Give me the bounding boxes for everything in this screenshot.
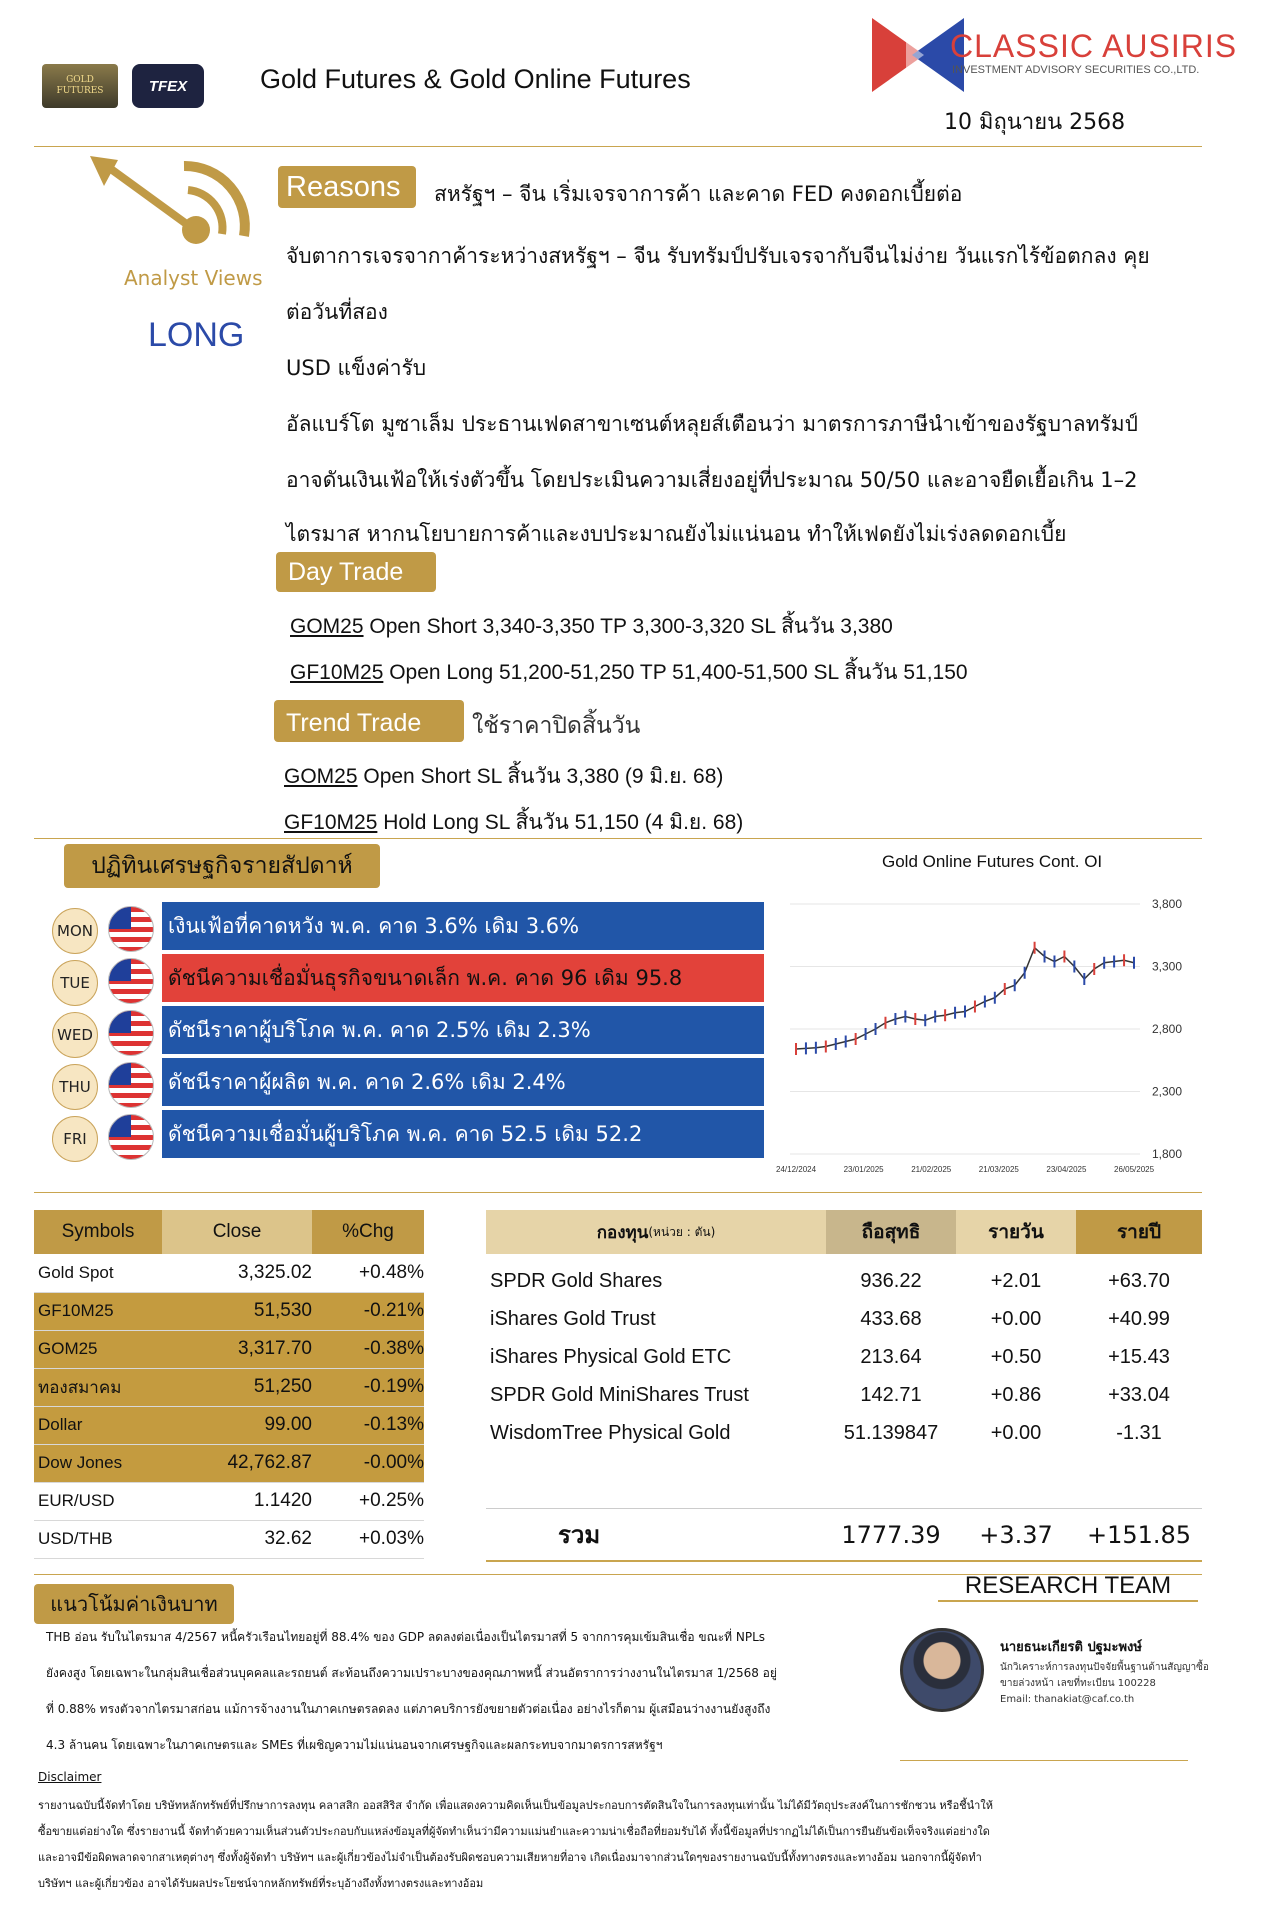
table-row: iShares Gold Trust 433.68 +0.00 +40.99 [490, 1307, 1170, 1330]
day-badge: FRI [52, 1116, 98, 1162]
col-fund: กองทุน [596, 1222, 649, 1243]
day-badge: THU [52, 1064, 98, 1110]
us-flag-icon [108, 1114, 154, 1160]
calendar-row-mon [52, 902, 764, 952]
table-row: SPDR Gold MiniShares Trust 142.71 +0.86 +33.04 [490, 1383, 1170, 1406]
table-row: GF10M25 51,530 -0.21% [34, 1292, 424, 1330]
y-tick-label: 2,800 [1152, 1022, 1183, 1036]
calendar-row-fri [52, 1110, 764, 1160]
baht-line-2: ยังคงสูง โดยเฉพาะในกลุ่มสินเชื่อส่วนบุคคลและรถยนต์ สะท้อนถึงความเปราะบางของคุณภาพหนี้ ส่วนอัตราการว่างงานในไตรมาส 1/2568 อยู่ [46, 1666, 777, 1680]
x-tick-label: 23/01/2025 [843, 1165, 884, 1174]
research-divider [900, 1760, 1188, 1761]
col-daily: รายวัน [956, 1210, 1076, 1254]
x-tick-label: 26/05/2025 [1114, 1165, 1155, 1174]
etf-total-row [486, 1508, 1202, 1562]
header-divider [34, 146, 1202, 147]
y-tick-label: 3,300 [1152, 959, 1183, 974]
reasons-line-6: ไตรมาส หากนโยบายการค้าและงบประมาณยังไม่แน่นอน ทำให้เฟดยังไม่เร่งลดดอกเบี้ย [286, 522, 1067, 546]
total-holding: 1777.39 [841, 1520, 941, 1549]
trend-trade-note: ใช้ราคาปิดสิ้นวัน [472, 713, 641, 739]
chart-title: Gold Online Futures Cont. OI [882, 852, 1103, 871]
trend-trade-item: GOM25 Open Short SL สิ้นวัน 3,380 (9 มิ.ย. 68) [284, 765, 724, 788]
x-tick-label: 21/03/2025 [978, 1165, 1019, 1174]
analyst-views-label: Analyst Views [124, 266, 263, 290]
brand-subtitle: INVESTMENT ADVISORY SECURITIES CO.,LTD. [952, 64, 1200, 76]
day-badge: MON [52, 908, 98, 954]
calendar-row-wed [52, 1006, 764, 1056]
baht-line-4: 4.3 ล้านคน โดยเฉพาะในภาคเกษตรและ SMEs ที่เผชิญความไม่แน่นอนจากเศรษฐกิจและผลกระทบจากมาตรการสหรัฐฯ [46, 1738, 663, 1752]
table-row: ทองสมาคม 51,250 -0.19% [34, 1368, 424, 1406]
x-tick-label: 23/04/2025 [1046, 1165, 1087, 1174]
col-symbols: Symbols [61, 1221, 135, 1242]
day-badge: WED [52, 1012, 98, 1058]
us-flag-icon [108, 1010, 154, 1056]
etf-header [486, 1210, 1202, 1254]
analyst-role-2: ขายล่วงหน้า เลขที่ทะเบียน 100228 [1000, 1678, 1156, 1689]
gold-futures-logo: GOLD FUTURES [42, 64, 118, 108]
table-row: USD/THB 32.62 +0.03% [34, 1520, 424, 1558]
brand-name: CLASSIC AUSIRIS [950, 28, 1238, 64]
disclaimer-line-4: บริษัทฯ และผู้เกี่ยวข้อง อาจได้รับผลประโยชน์จากหลักทรัพย์ที่ระบุอ้างถึงทั้งทางตรงและทางอ้อม [38, 1877, 484, 1890]
calendar-event: เงินเฟ้อที่คาดหวัง พ.ค. คาด 3.6% เดิม 3.6% [162, 902, 764, 952]
us-flag-icon [108, 958, 154, 1004]
reasons-line-1: จับตาการเจรจากาค้าระหว่างสหรัฐฯ – จีน รับทรัมป์ปรับเจรจากับจีนไม่ง่าย วันแรกไร้ข้อตกลง คุย [286, 244, 1150, 268]
y-tick-label: 2,300 [1152, 1084, 1183, 1099]
calendar-title: ปฏิทินเศรษฐกิจรายสัปดาห์ [64, 844, 380, 888]
table-row: GOM25 3,317.70 -0.38% [34, 1330, 424, 1368]
trend-trade-item: GF10M25 Hold Long SL สิ้นวัน 51,150 (4 มิ.ย. 68) [284, 811, 744, 834]
day-trade-item: GF10M25 Open Long 51,200-51,250 TP 51,400-51,500 SL สิ้นวัน 51,150 [290, 661, 968, 684]
trend-trade-tag: Trend Trade [274, 700, 464, 742]
total-label: รวม [558, 1521, 601, 1549]
col-yearly: รายปี [1076, 1210, 1202, 1254]
table-row: iShares Physical Gold ETC 213.64 +0.50 +15.43 [490, 1345, 1170, 1368]
day-trade-tag: Day Trade [276, 552, 436, 592]
calendar-event: ดัชนีราคาผู้ผลิต พ.ค. คาด 2.6% เดิม 2.4% [162, 1058, 764, 1108]
reasons-line-3: USD แข็งค่ารับ [286, 356, 427, 380]
day-trade-symbol[interactable]: GOM25 [290, 615, 364, 638]
us-flag-icon [108, 906, 154, 952]
reasons-headline: สหรัฐฯ – จีน เริ่มเจรจาการค้า และคาด FED คงดอกเบี้ยต่อ [434, 182, 963, 206]
target-arrow-icon [84, 156, 266, 276]
col-chg: %Chg [342, 1221, 394, 1242]
day-trade-item: GOM25 Open Short 3,340-3,350 TP 3,300-3,320 SL สิ้นวัน 3,380 [290, 615, 893, 638]
x-tick-label: 24/12/2024 [776, 1165, 817, 1174]
page-title: Gold Futures & Gold Online Futures [260, 64, 691, 94]
y-tick-label: 1,800 [1152, 1147, 1183, 1161]
calendar-event: ดัชนีความเชื่อมั่นผู้บริโภค พ.ค. คาด 52.5 เดิม 52.2 [162, 1110, 764, 1160]
calendar-event: ดัชนีความเชื่อมั่นธุรกิจขนาดเล็ก พ.ค. คาด 96 เดิม 95.8 [162, 954, 764, 1004]
col-holding: ถือสุทธิ [826, 1210, 956, 1254]
analyst-name: นายธนะเกียรติ ปฐมะพงษ์ [1000, 1640, 1142, 1655]
tfex-logo: TFEX [132, 64, 204, 108]
table-row: Gold Spot 3,325.02 +0.48% [34, 1254, 424, 1292]
x-tick-label: 21/02/2025 [911, 1165, 952, 1174]
trend-trade-symbol[interactable]: GOM25 [284, 765, 358, 788]
research-title: RESEARCH TEAM [938, 1572, 1198, 1602]
day-trade-symbol[interactable]: GF10M25 [290, 661, 384, 684]
calendar-row-thu [52, 1058, 764, 1108]
reasons-tag: Reasons [278, 166, 416, 208]
disclaimer-line-2: ซื้อขายแต่อย่างใด ซึ่งรายงานนี้ จัดทำด้วยความเห็นส่วนตัวประกอบกับแหล่งข้อมูลที่ผู้จัดทำเห็นว่ามีความแม่นยำและความน่าเชื่อถือที่ยอมรับได้ ทั้งนี้ข้อมูลที่ปรากฏไม่ได้เป็นการยืนยันข้อเท็จจริงแต่อย่างใด [38, 1825, 990, 1838]
etf-table [486, 1262, 1202, 1452]
col-close: Close [162, 1210, 312, 1254]
day-badge: TUE [52, 960, 98, 1006]
reasons-line-4: อัลแบร์โต มูซาเล็ม ประธานเฟดสาขาเซนต์หลุยส์เตือนว่า มาตรการภาษีนำเข้าของรัฐบาลทรัมป์ [286, 412, 1138, 436]
section-divider [34, 838, 1202, 839]
symbols-table [34, 1210, 424, 1559]
analyst-role-1: นักวิเคราะห์การลงทุนปัจจัยพื้นฐานด้านสัญญาซื้อ [1000, 1662, 1209, 1673]
us-flag-icon [108, 1062, 154, 1108]
baht-line-3: ที่ 0.88% ทรงตัวจากไตรมาสก่อน แม้การจ้างงานในภาคเกษตรลดลง แต่ภาคบริการยังขยายตัวต่อเนื่อง อย่างไรก็ตาม ผู้เสมือนว่างงานยังสูงถึง [46, 1702, 771, 1716]
trend-trade-symbol[interactable]: GF10M25 [284, 811, 378, 834]
oi-chart [770, 890, 1220, 1180]
disclaimer-line-1: รายงานฉบับนี้จัดทำโดย บริษัทหลักทรัพย์ที่ปรึกษาการลงทุน คลาสสิก ออสสิริส จำกัด เพื่อแสดงความคิดเห็นเป็นข้อมูลประกอบการตัดสินใจในการลงทุนเท่านั้น ไม่ได้มีวัตถุประสงค์ในการชักชวน หรือชี้นำให้ [38, 1799, 993, 1812]
reasons-line-2: ต่อวันที่สอง [286, 300, 388, 324]
series-line [796, 948, 1134, 1049]
table-row: EUR/USD 1.1420 +0.25% [34, 1482, 424, 1520]
total-daily: +3.37 [979, 1520, 1053, 1549]
y-tick-label: 3,800 [1152, 897, 1183, 911]
section-divider [34, 1192, 1202, 1193]
reasons-line-5: อาจดันเงินเฟ้อให้เร่งตัวขึ้น โดยประเมินความเสี่ยงอยู่ที่ประมาณ 50/50 และอาจยืดเยื้อเกิน 1–2 [286, 468, 1138, 492]
disclaimer-title: Disclaimer [38, 1770, 102, 1784]
analyst-email: Email: thanakiat@caf.co.th [1000, 1694, 1135, 1705]
total-yearly: +151.85 [1086, 1520, 1192, 1549]
analyst-position: LONG [148, 316, 245, 354]
baht-line-1: THB อ่อน รับในไตรมาส 4/2567 หนี้ครัวเรือนไทยอยู่ที่ 88.4% ของ GDP ลดลงต่อเนื่องเป็นไตรมาสที่ 5 จากการคุมเข้มสินเชื่อ ขณะที่ NPLs [46, 1630, 766, 1644]
calendar-row-tue [52, 954, 764, 1004]
table-row: Dow Jones 42,762.87 -0.00% [34, 1444, 424, 1482]
calendar-event: ดัชนีราคาผู้บริโภค พ.ค. คาด 2.5% เดิม 2.3% [162, 1006, 764, 1056]
baht-title: แนวโน้มค่าเงินบาท [34, 1584, 234, 1624]
table-row: WisdomTree Physical Gold 51.139847 +0.00 -1.31 [490, 1421, 1162, 1444]
analyst-avatar [900, 1628, 984, 1712]
report-date: 10 มิถุนายน 2568 [944, 110, 1126, 135]
disclaimer-line-3: และอาจมีข้อผิดพลาดจากสาเหตุต่างๆ ซึ่งทั้งผู้จัดทำ บริษัทฯ และผู้เกี่ยวข้องไม่จำเป็นต้องรับผิดชอบความเสียหายที่อาจ เกิดเนื่องมาจากส่วนใดๆของรายงานฉบับนี้ทั้งทางตรงและทางอ้อม นอกจากนี้ผู้จัดทำ [38, 1851, 982, 1864]
table-row: SPDR Gold Shares 936.22 +2.01 +63.70 [490, 1269, 1170, 1292]
table-row: Dollar 99.00 -0.13% [34, 1406, 424, 1444]
col-unit: (หน่วย : ตัน) [648, 1224, 716, 1239]
